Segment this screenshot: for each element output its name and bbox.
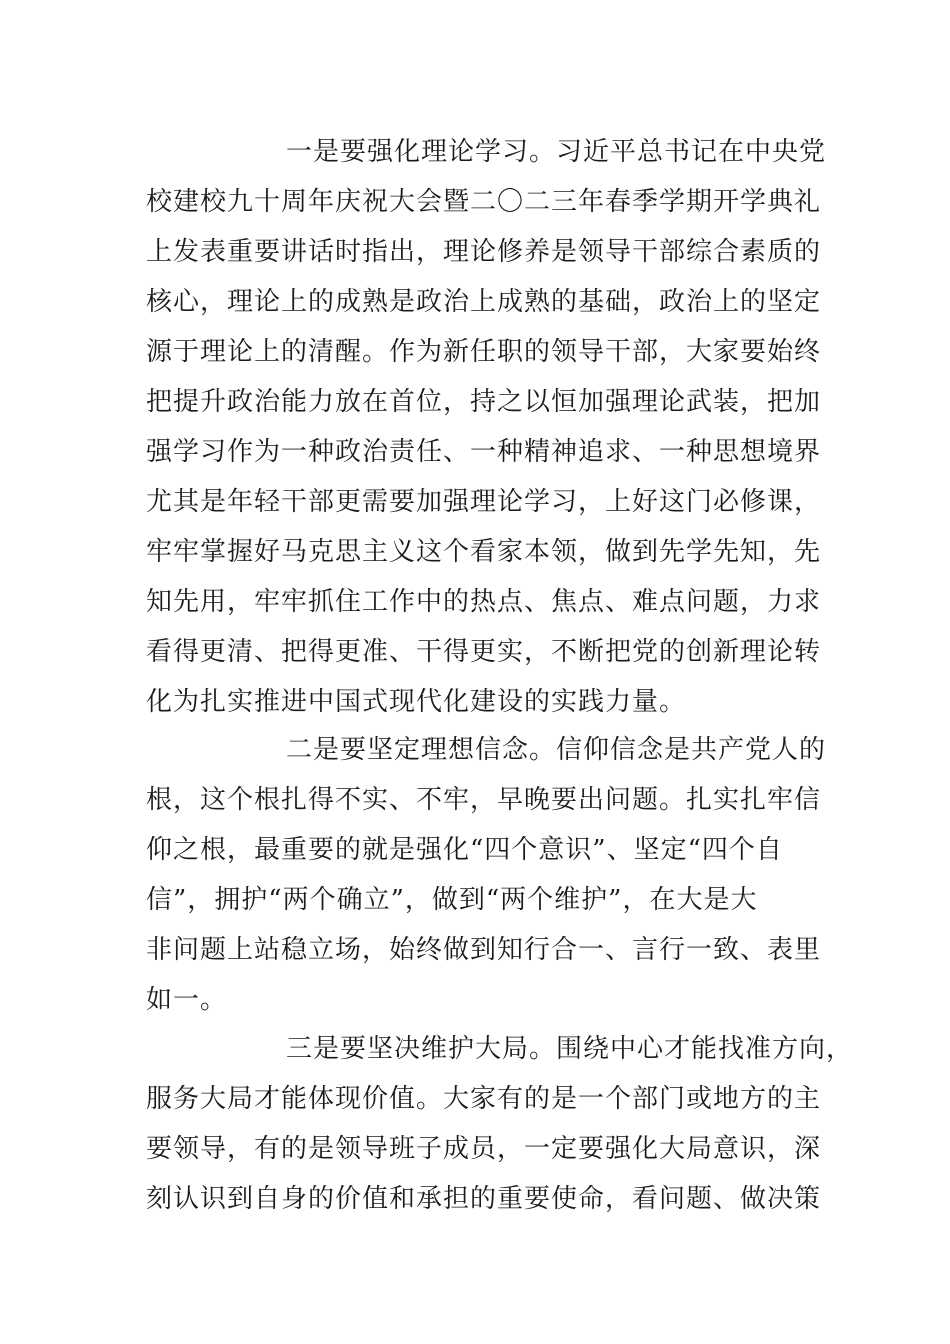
paragraph-1-line-11: 看得更清、把得更准、干得更实，不断把党的创新理论转: [146, 637, 822, 667]
paragraph-1-line-6: 把提升政治能力放在首位，持之以恒加强理论武装，把加: [146, 387, 822, 417]
paragraph-2-line-4: 信”，拥护“两个确立”，做到“两个维护”，在大是大: [146, 885, 758, 915]
paragraph-1-line-12: 化为扎实推进中国式现代化建设的实践力量。: [146, 687, 687, 717]
paragraph-3-line-2: 服务大局才能体现价值。大家有的是一个部门或地方的主: [146, 1084, 822, 1114]
paragraph-1-line-8: 尤其是年轻干部更需要加强理论学习，上好这门必修课，: [146, 487, 822, 517]
paragraph-1-line-7: 强学习作为一种政治责任、一种精神追求、一种思想境界: [146, 437, 822, 467]
paragraph-1-line-9: 牢牢掌握好马克思主义这个看家本领，做到先学先知，先: [146, 537, 822, 567]
paragraph-2-line-3: 仰之根，最重要的就是强化“四个意识”、坚定“四个自: [146, 835, 783, 865]
paragraph-1-line-3: 上发表重要讲话时指出，理论修养是领导干部综合素质的: [146, 237, 822, 267]
paragraph-3-line-4: 刻认识到自身的价值和承担的重要使命，看问题、做决策: [146, 1184, 822, 1214]
paragraph-1-line-10: 知先用，牢牢抓住工作中的热点、焦点、难点问题，力求: [146, 587, 822, 617]
paragraph-1-line-4: 核心，理论上的成熟是政治上成熟的基础，政治上的坚定: [146, 287, 822, 317]
paragraph-2-line-2: 根，这个根扎得不实、不牢，早晚要出问题。扎实扎牢信: [146, 785, 822, 815]
paragraph-1-line-2: 校建校九十周年庆祝大会暨二〇二三年春季学期开学典礼: [146, 187, 822, 217]
paragraph-2-line-5: 非问题上站稳立场，始终做到知行合一、言行一致、表里: [146, 935, 822, 965]
paragraph-1-line-5: 源于理论上的清醒。作为新任职的领导干部，大家要始终: [146, 337, 822, 367]
paragraph-2-line-1: 二是要坚定理想信念。信仰信念是共产党人的: [286, 735, 827, 765]
paragraph-1-line-1: 一是要强化理论学习。习近平总书记在中央党: [286, 137, 827, 167]
paragraph-3-line-3: 要领导，有的是领导班子成员，一定要强化大局意识，深: [146, 1134, 822, 1164]
paragraph-2-line-6: 如一。: [146, 985, 228, 1015]
paragraph-3-line-1: 三是要坚决维护大局。围绕中心才能找准方向，: [286, 1034, 854, 1064]
